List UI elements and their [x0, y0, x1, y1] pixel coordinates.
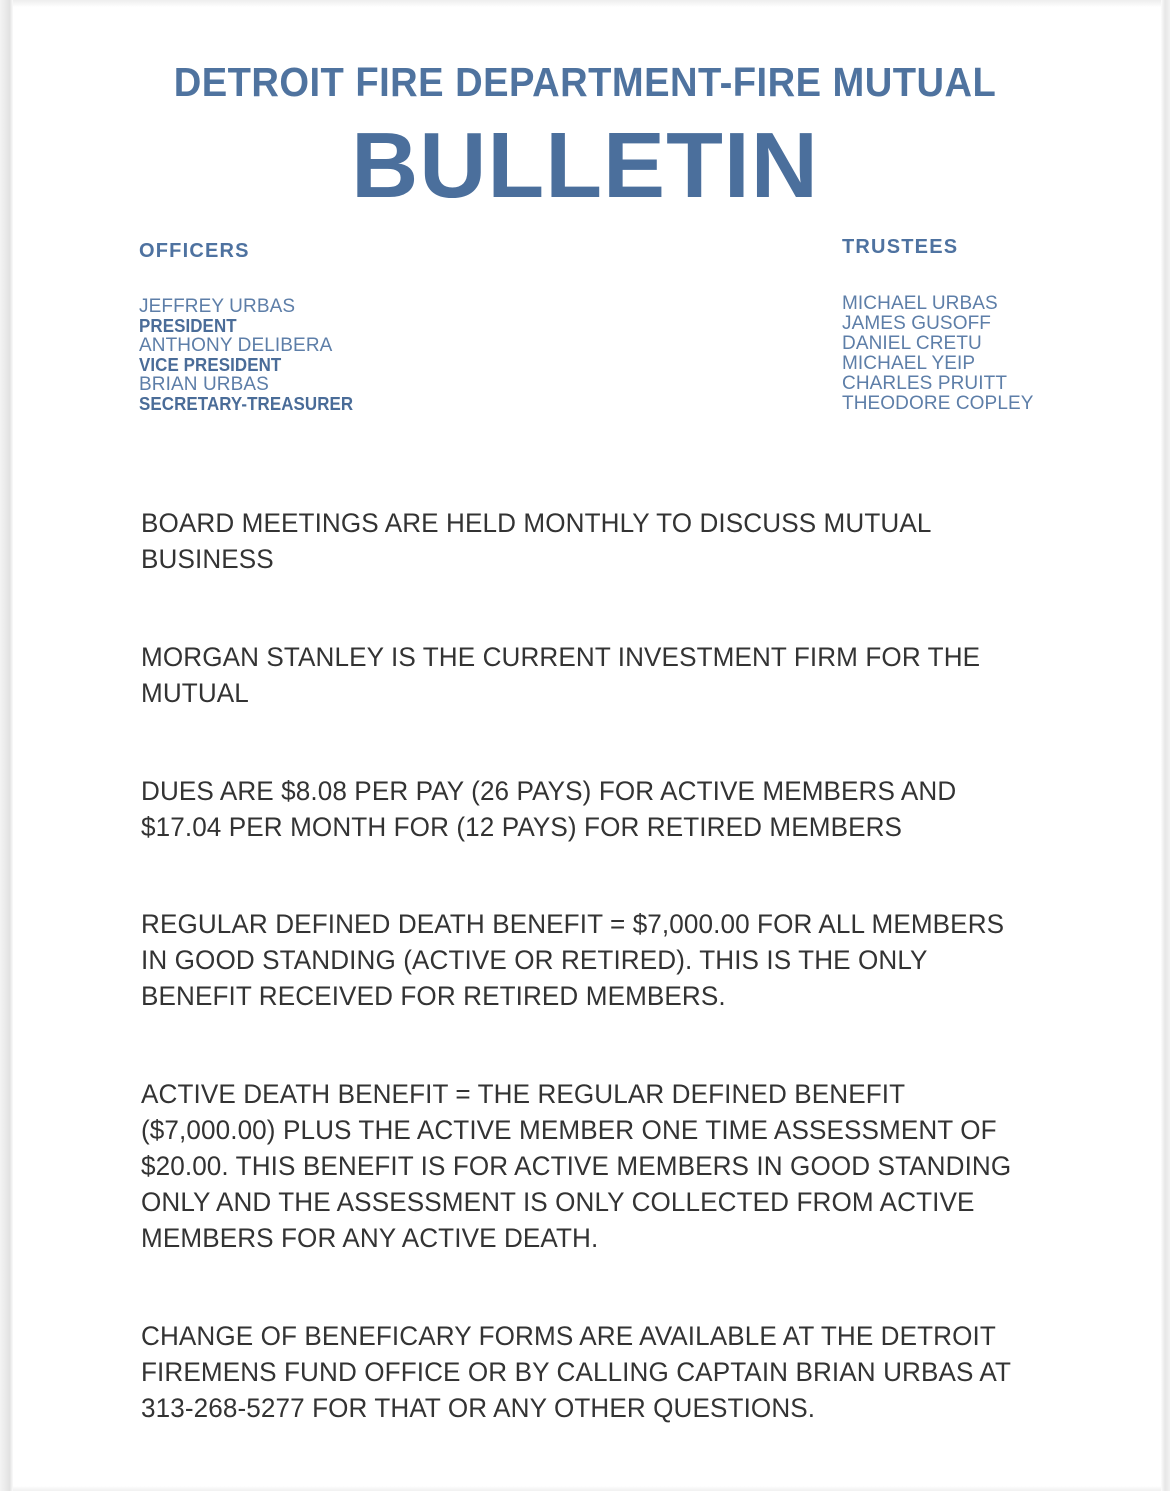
scan-edge-top	[13, 0, 1161, 7]
officer-name: ANTHONY DELIBERA	[139, 335, 333, 356]
list-item: DANIEL CRETU	[842, 333, 982, 354]
trustees-heading: TRUSTEES	[842, 236, 959, 258]
officers-section	[139, 241, 539, 414]
list-item	[139, 375, 539, 414]
officer-title: PRESIDENT	[139, 315, 237, 336]
bulletin-title: BULLETIN	[351, 113, 819, 217]
officer-title: SECRETARY-TREASURER	[139, 393, 354, 414]
paragraph-investment-firm: MORGAN STANLEY IS THE CURRENT INVESTMENT FIRM FOR THE MUTUAL	[141, 642, 981, 708]
list-item: JAMES GUSOFF	[842, 313, 991, 334]
paragraph-active-death-benefit: ACTIVE DEATH BENEFIT = THE REGULAR DEFINED BENEFIT ($7,000.00) PLUS THE ACTIVE MEMBER ONE TIME ASSESSMENT OF $20.00. THIS BENEFIT IS FOR ACTIVE MEMBERS IN GOOD STANDING ONLY AND THE ASSESSMENT IS ONLY COLLECTED FROM ACTIVE MEMBERS FOR ANY ACTIVE DEATH.	[141, 1079, 1012, 1253]
scan-edge-bottom	[13, 1486, 1161, 1491]
list-item: MICHAEL URBAS	[842, 293, 998, 314]
masthead	[0, 59, 1170, 217]
paragraph-beneficiary-forms: CHANGE OF BENEFICARY FORMS ARE AVAILABLE AT THE DETROIT FIREMENS FUND OFFICE OR BY CALLING CAPTAIN BRIAN URBAS AT 313-268-5277 FOR THAT OR ANY OTHER QUESTIONS.	[141, 1321, 1011, 1423]
list-item: MICHAEL YEIP	[842, 353, 976, 374]
officer-name: BRIAN URBAS	[139, 374, 269, 395]
trustees-list	[842, 294, 1142, 414]
list-item: THEODORE COPLEY	[842, 393, 1034, 414]
paragraph-board-meetings: BOARD MEETINGS ARE HELD MONTHLY TO DISCUSS MUTUAL BUSINESS	[141, 508, 931, 574]
paragraph-dues: DUES ARE $8.08 PER PAY (26 PAYS) FOR ACTIVE MEMBERS AND $17.04 PER MONTH FOR (12 PAYS) FOR RETIRED MEMBERS	[141, 776, 957, 842]
scan-edge-right	[1161, 0, 1170, 1491]
paragraph-regular-death-benefit: REGULAR DEFINED DEATH BENEFIT = $7,000.00 FOR ALL MEMBERS IN GOOD STANDING (ACTIVE OR RETIRED). THIS IS THE ONLY BENEFIT RECEIVED FOR RETIRED MEMBERS.	[141, 909, 1005, 1011]
officers-heading: OFFICERS	[139, 240, 250, 262]
body-copy	[141, 505, 1031, 1426]
officers-list	[139, 297, 539, 414]
trustees-section	[842, 237, 1142, 414]
officer-title: VICE PRESIDENT	[139, 354, 282, 375]
list-item	[139, 297, 539, 336]
officer-name: JEFFREY URBAS	[139, 296, 296, 317]
organization-title: DETROIT FIRE DEPARTMENT-FIRE MUTUAL	[173, 59, 997, 105]
list-item	[139, 336, 539, 375]
scan-edge-left	[0, 0, 13, 1491]
list-item: CHARLES PRUITT	[842, 373, 1008, 394]
